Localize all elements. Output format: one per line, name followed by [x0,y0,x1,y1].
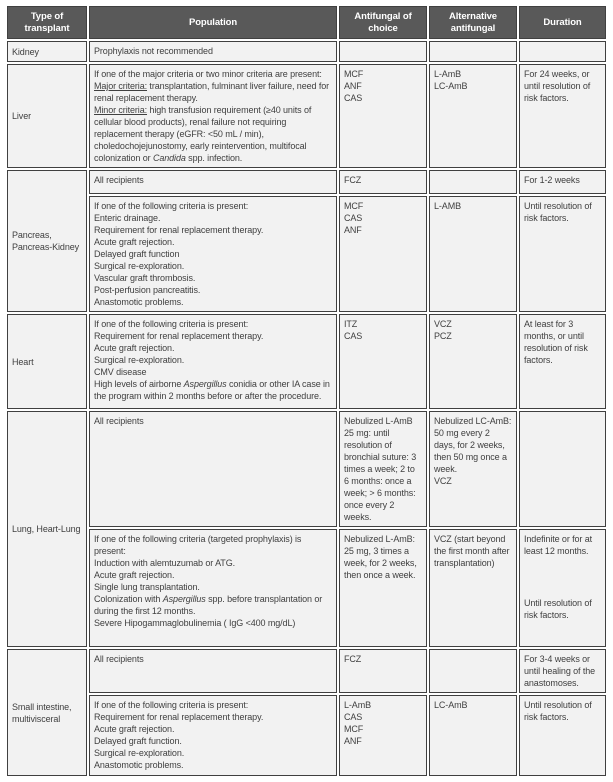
cell-paragraph: ITZ [344,319,358,329]
transplant-type-cell: Liver [7,64,87,168]
table-row [7,64,606,168]
cell-paragraph: Vascular graft thrombosis. [94,273,196,283]
population-cell [89,64,337,168]
cell-paragraph: ANF [344,736,362,746]
transplant-type-cell: Lung, Heart-Lung [7,411,87,647]
cell-paragraph: ANF [344,81,362,91]
duration-cell [519,170,606,194]
cell-paragraph: Acute graft rejection. [94,724,175,734]
duration-cell [519,649,606,693]
duration-cell [519,314,606,409]
transplant-prophylaxis-table [5,4,608,778]
alternative-cell [429,170,517,194]
cell-paragraph: Until resolution of risk factors. [524,201,592,223]
cell-paragraph: Indefinite or for at least 12 months. [524,534,593,556]
cell-paragraph: At least for 3 months, or until resolution of risk factors. [524,319,588,365]
population-cell [89,314,337,409]
cell-paragraph: Delayed graft function. [94,736,182,746]
cell-paragraph: CAS [344,93,363,103]
cell-paragraph: Acute graft rejection. [94,237,175,247]
alternative-cell [429,411,517,527]
cell-paragraph: ANF [344,225,362,235]
cell-paragraph: If one of the major criteria or two minor criteria are present: [94,69,322,79]
table-header [7,6,606,39]
alternative-cell [429,196,517,312]
cell-paragraph: Delayed graft function [94,249,180,259]
table-row [7,695,606,776]
cell-paragraph: All recipients [94,416,144,426]
alternative-cell [429,314,517,409]
cell-paragraph: Anastomotic problems. [94,760,184,770]
population-cell [89,41,337,62]
population-cell [89,170,337,194]
cell-paragraph: Acute graft rejection. [94,570,175,580]
cell-paragraph: MCF [344,69,364,79]
cell-paragraph: CMV disease [94,367,147,377]
cell-paragraph: Major criteria: transplantation, fulminant liver failure, need for renal replacement therapy. [94,81,330,103]
population-cell [89,649,337,693]
cell-paragraph: VCZ (start beyond the first month after transplantation) [434,534,510,568]
cell-paragraph: Post-perfusion pancreatitis. [94,285,201,295]
cell-paragraph: Nebulized L-AmB: 25 mg, 3 times a week, for 2 weeks, then once a week. [344,534,417,580]
transplant-type-cell: Heart [7,314,87,409]
antifungal-cell [339,314,427,409]
cell-paragraph: If one of the following criteria is present: [94,319,249,329]
duration-cell [519,41,606,62]
column-header-alternative-antifungal: Alternative antifungal [429,6,517,39]
cell-paragraph: All recipients [94,654,144,664]
duration-cell [519,196,606,312]
antifungal-cell [339,64,427,168]
column-header-antifungal-of-choice: Antifungal of choice [339,6,427,39]
table-row [7,196,606,312]
duration-cell [519,64,606,168]
population-cell [89,695,337,776]
cell-paragraph: High levels of airborne Aspergillus conidia or other IA case in the program within 2 months before or after the procedure. [94,379,330,401]
antifungal-cell [339,529,427,647]
cell-paragraph: MCF [344,201,364,211]
cell-paragraph: For 1-2 weeks [524,175,580,185]
transplant-type-cell: Small intestine, multivisceral [7,649,87,776]
column-header-duration: Duration [519,6,606,39]
transplant-type-cell: Kidney [7,41,87,62]
alternative-cell [429,695,517,776]
antifungal-cell [339,695,427,776]
column-header-type-of-transplant: Type of transplant [7,6,87,39]
population-cell [89,411,337,527]
cell-paragraph: MCF [344,724,364,734]
cell-paragraph: Minor criteria: high transfusion requirement (≥40 units of cellular blood products), renal failure not requiring replacement therapy (eGFR: <50 mL / min), choledochojejunostomy, early reintervention, multifocal colonization or Candida spp. infection. [94,105,312,163]
column-header-population: Population [89,6,337,39]
alternative-cell [429,529,517,647]
cell-paragraph: Requirement for renal replacement therapy. [94,331,264,341]
antifungal-cell [339,411,427,527]
cell-paragraph: CAS [344,213,363,223]
cell-paragraph: Surgical re-exploration. [94,355,185,365]
cell-paragraph: Acute graft rejection. [94,343,175,353]
duration-cell [519,695,606,776]
cell-paragraph: FCZ [344,175,362,185]
table-body [7,41,606,776]
cell-paragraph: Until resolution of risk factors. [524,598,592,620]
cell-paragraph: Anastomotic problems. [94,297,184,307]
cell-paragraph: Prophylaxis not recommended [94,46,213,56]
table-row [7,411,606,527]
cell-paragraph: PCZ [434,331,452,341]
table-row [7,529,606,647]
cell-paragraph: CAS [344,712,363,722]
cell-paragraph: Colonization with Aspergillus spp. before transplantation or during the first 12 months. [94,594,323,616]
cell-paragraph: Nebulized LC-AmB: 50 mg every 2 days, for 2 weeks, then 50 mg once a week. [434,416,512,474]
antifungal-cell [339,196,427,312]
cell-paragraph: If one of the following criteria (targeted prophylaxis) is present: [94,534,302,556]
cell-paragraph: Nebulized L-AmB 25 mg: until resolution of bronchial suture: 3 times a week; 2 to 6 months: once a week; > 6 months: once every 2 weeks. [344,416,417,522]
cell-paragraph: Induction with alemtuzumab or ATG. [94,558,236,568]
cell-paragraph: Until resolution of risk factors. [524,700,592,722]
cell-paragraph: VCZ [434,319,452,329]
duration-cell [519,529,606,647]
cell-paragraph: Single lung transplantation. [94,582,200,592]
cell-paragraph: L-AMB [434,201,462,211]
cell-paragraph: LC-AmB [434,700,468,710]
cell-paragraph: Requirement for renal replacement therapy. [94,225,264,235]
cell-paragraph: For 24 weeks, or until resolution of risk factors. [524,69,591,103]
cell-paragraph: CAS [344,331,363,341]
header-row [7,6,606,39]
cell-paragraph: If one of the following criteria is present: [94,201,249,211]
transplant-type-cell: Pancreas, Pancreas-Kidney [7,170,87,312]
cell-paragraph: VCZ [434,476,452,486]
cell-paragraph: Severe Hipogammaglobulinemia ( IgG <400 mg/dL) [94,618,296,628]
cell-paragraph: L-AmB [344,700,372,710]
cell-paragraph: Enteric drainage. [94,213,161,223]
cell-paragraph: For 3-4 weeks or until healing of the anastomoses. [524,654,596,688]
cell-paragraph: L-AmB [434,69,462,79]
table-row [7,41,606,62]
cell-paragraph: Surgical re-exploration. [94,261,185,271]
antifungal-cell [339,649,427,693]
population-cell [89,529,337,647]
population-cell [89,196,337,312]
cell-paragraph: FCZ [344,654,362,664]
cell-paragraph: If one of the following criteria is present: [94,700,249,710]
table-row [7,314,606,409]
table-row [7,649,606,693]
cell-paragraph: All recipients [94,175,144,185]
antifungal-cell [339,41,427,62]
table-row [7,170,606,194]
duration-cell [519,411,606,527]
cell-paragraph: LC-AmB [434,81,468,91]
cell-paragraph: Surgical re-exploration. [94,748,185,758]
alternative-cell [429,64,517,168]
alternative-cell [429,41,517,62]
alternative-cell [429,649,517,693]
cell-paragraph: Requirement for renal replacement therapy. [94,712,264,722]
antifungal-cell [339,170,427,194]
